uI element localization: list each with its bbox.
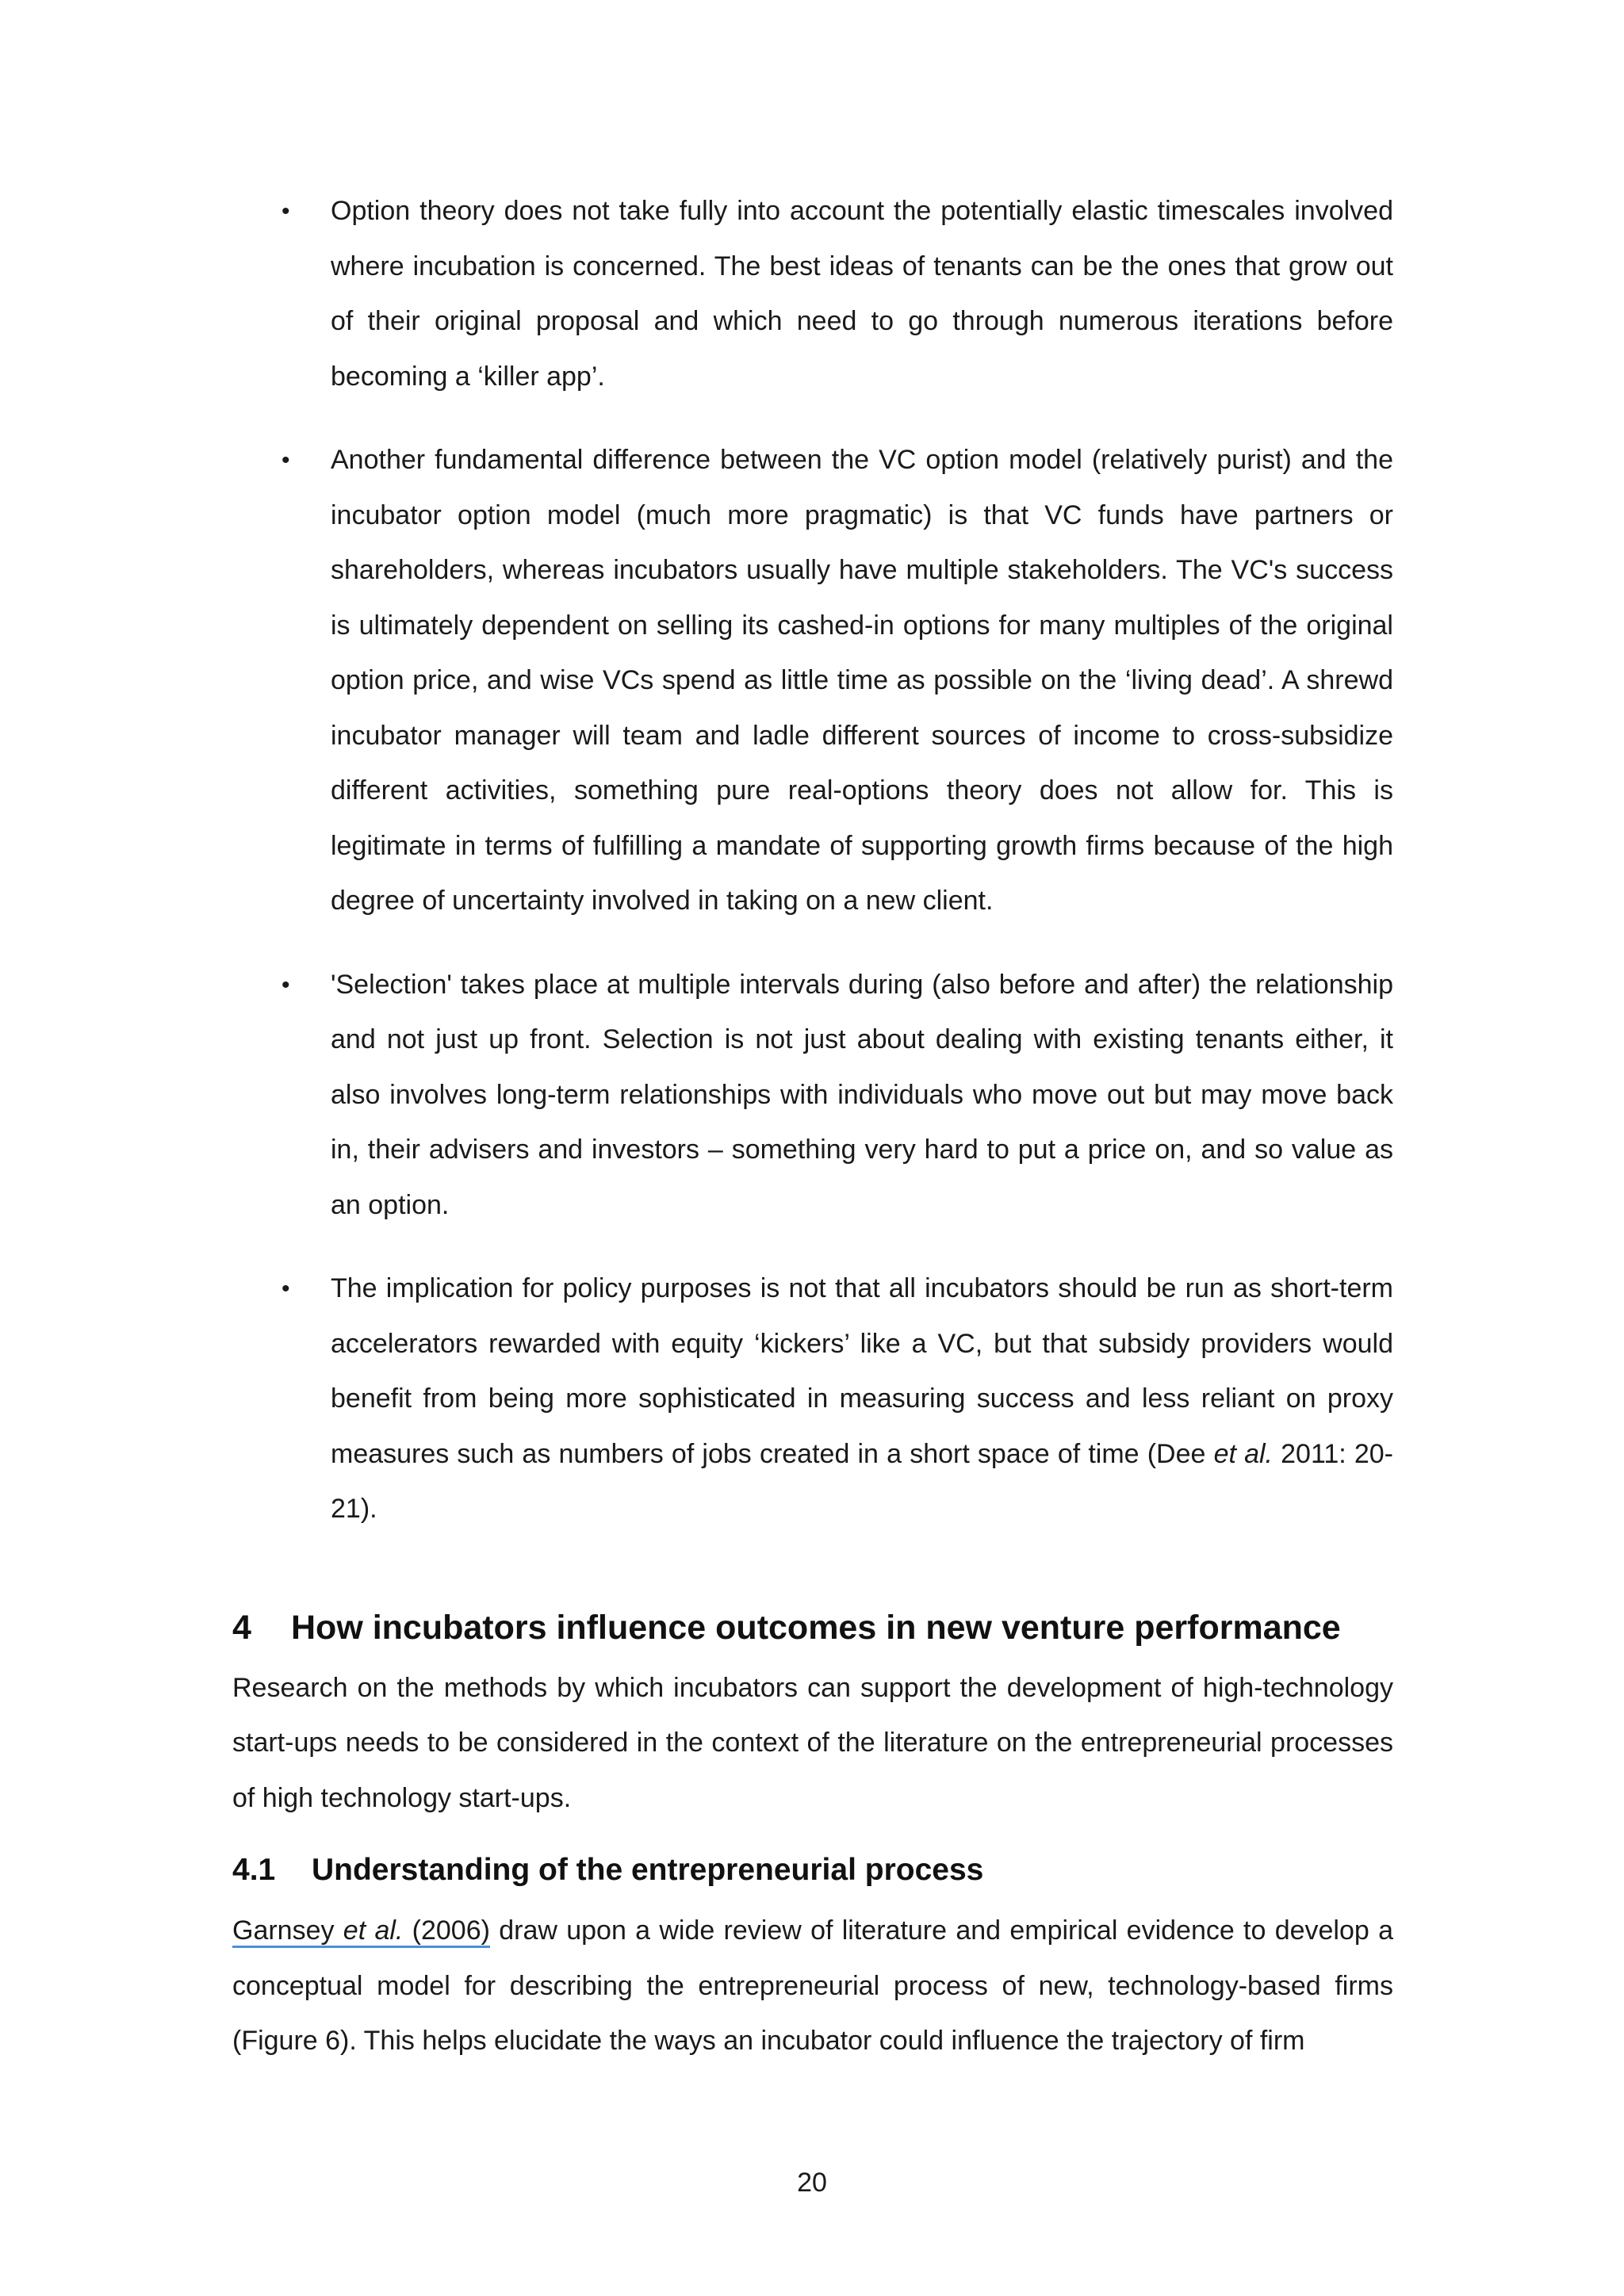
bullet-text: Option theory does not take fully into account the potentially elastic timescales involved where incubation is concerned. The best ideas of tenants can be the ones that grow out of their original proposal and which need to go through numerous iterations before becoming a ‘killer app’. (331, 196, 1393, 392)
section-heading (232, 1604, 1393, 1651)
list-item (232, 1261, 1393, 1537)
section-paragraph: Research on the methods by which incubators can support the development of high-technology start-ups needs to be considered in the context of the literature on the entrepreneurial processes of high technology start-ups. (232, 1672, 1393, 1813)
citation-link[interactable]: Garnsey et al. (2006) (232, 1915, 490, 1948)
subsection-title: Understanding of the entrepreneurial process (312, 1853, 984, 1887)
bullet-icon: • (282, 1276, 290, 1302)
bullet-icon: • (282, 447, 290, 473)
list-item (232, 433, 1393, 929)
bullet-text: The implication for policy purposes is not that all incubators should be run as short-term accelerators rewarded with equity ‘kickers’ like a VC, but that subsidy providers would benefit from being more sophisticated in measuring success and less reliant on proxy measures such as numbers of jobs created in a short space of time (Dee et al. 2011: 20-21). (331, 1273, 1393, 1524)
bullet-text: 'Selection' takes place at multiple intervals during (also before and after) the relationship and not just up front. Selection is not just about dealing with existing tenants either, it also involves long-term relationships with individuals who move out but may move back in, their advisers and investors – something very hard to put a price on, and so value as an option. (331, 969, 1393, 1220)
bullet-list (232, 184, 1393, 1537)
bullet-icon: • (282, 198, 290, 224)
bullet-text: Another fundamental difference between the VC option model (relatively purist) and the incubator option model (much more pragmatic) is that VC funds have partners or shareholders, whereas incubators usually have multiple stakeholders. The VC's success is ultimately dependent on selling its cashed-in options for many multiples of the original option price, and wise VCs spend as little time as possible on the ‘living dead’. A shrewd incubator manager will team and ladle different sources of income to cross-subsidize different activities, something pure real-options theory does not allow for. This is legitimate in terms of fulfilling a mandate of supporting growth firms because of the high degree of uncertainty involved in taking on a new client. (331, 445, 1393, 916)
italic-et-al: et al. (1213, 1438, 1273, 1469)
document-page (232, 184, 1393, 2069)
section-title: How incubators influence outcomes in new venture performance (291, 1608, 1341, 1647)
subsection-paragraph: Garnsey et al. (2006) draw upon a wide review of literature and empirical evidence to develop a conceptual model for describing the entrepreneurial process of new, technology-based firms (Figure 6). This helps elucidate the ways an incubator could influence the trajectory of firm (232, 1915, 1393, 2056)
bullet-icon: • (282, 971, 290, 998)
subsection-heading (232, 1846, 1393, 1894)
section-number: 4 (232, 1608, 251, 1647)
subsection-number: 4.1 (232, 1853, 276, 1887)
list-item (232, 184, 1393, 404)
list-item (232, 958, 1393, 1234)
page-number: 20 (797, 2168, 827, 2198)
